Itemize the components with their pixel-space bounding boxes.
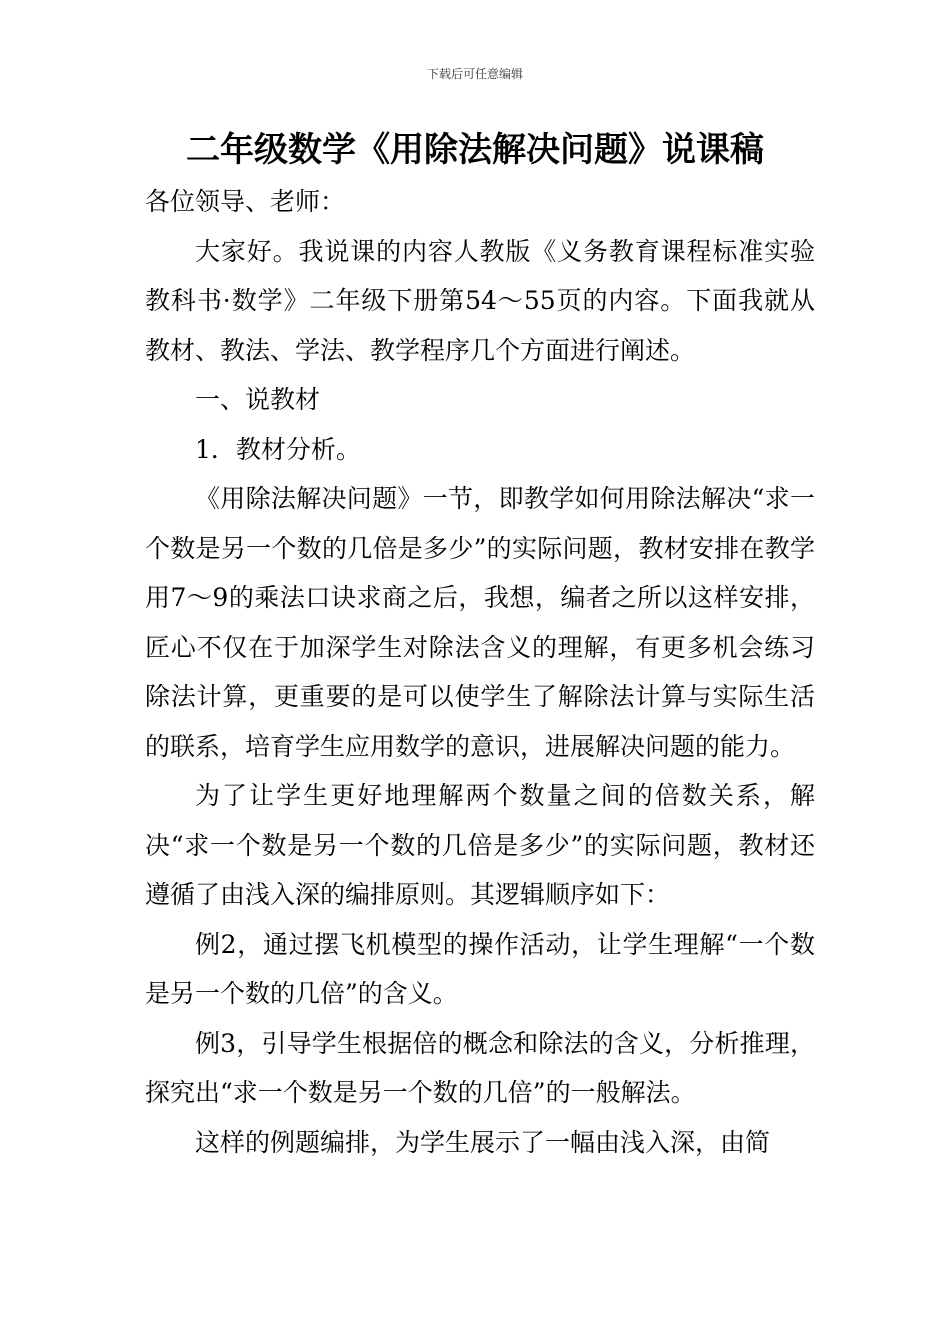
header-note: 下载后可任意编辑 (426, 67, 523, 81)
paragraph-logic: 为了让学生更好地理解两个数量之间的倍数关系，解决“求一个数是另一个数的几倍是多少”的实际问题，教材还遵循了由浅入深的编排原则。其逻辑顺序如下： (145, 781, 815, 909)
salutation: 各位领导、老师： (145, 187, 346, 216)
paragraph-example-3: 例3，引导学生根据倍的概念和除法的含义，分析推理，探究出“求一个数是另一个数的几倍”的一般解法。 (145, 1028, 815, 1107)
paragraph-analysis: 《用除法解决问题》一节，即教学如何用除法解决“求一个数是另一个数的几倍是多少”的实际问题，教材安排在教学用7～9的乘法口诀求商之后，我想，编者之所以这样安排，匠心不仅在于加深学生对除法含义的理解，有更多机会练习除法计算，更重要的是可以使学生了解除法计算与实际生活的联系，培育学生应用数学的意识，进展解决问题的能力。 (145, 484, 815, 761)
paragraph-intro: 大家好。我说课的内容人教版《义务教育课程标准实验教科书·数学》二年级下册第54～55页的内容。下面我就从教材、教法、学法、教学程序几个方面进行阐述。 (145, 236, 815, 365)
subsection-heading: 1．教材分析。 (195, 434, 361, 464)
paragraph-example-2: 例2，通过摆飞机模型的操作活动，让学生理解“一个数是另一个数的几倍”的含义。 (145, 929, 815, 1008)
document-title: 二年级数学《用除法解决问题》说课稿 (186, 130, 764, 170)
section-heading: 一、说教材 (195, 385, 321, 414)
paragraph-continued: 这样的例题编排，为学生展示了一幅由浅入深，由简 (195, 1127, 771, 1157)
document-body (145, 177, 815, 1167)
